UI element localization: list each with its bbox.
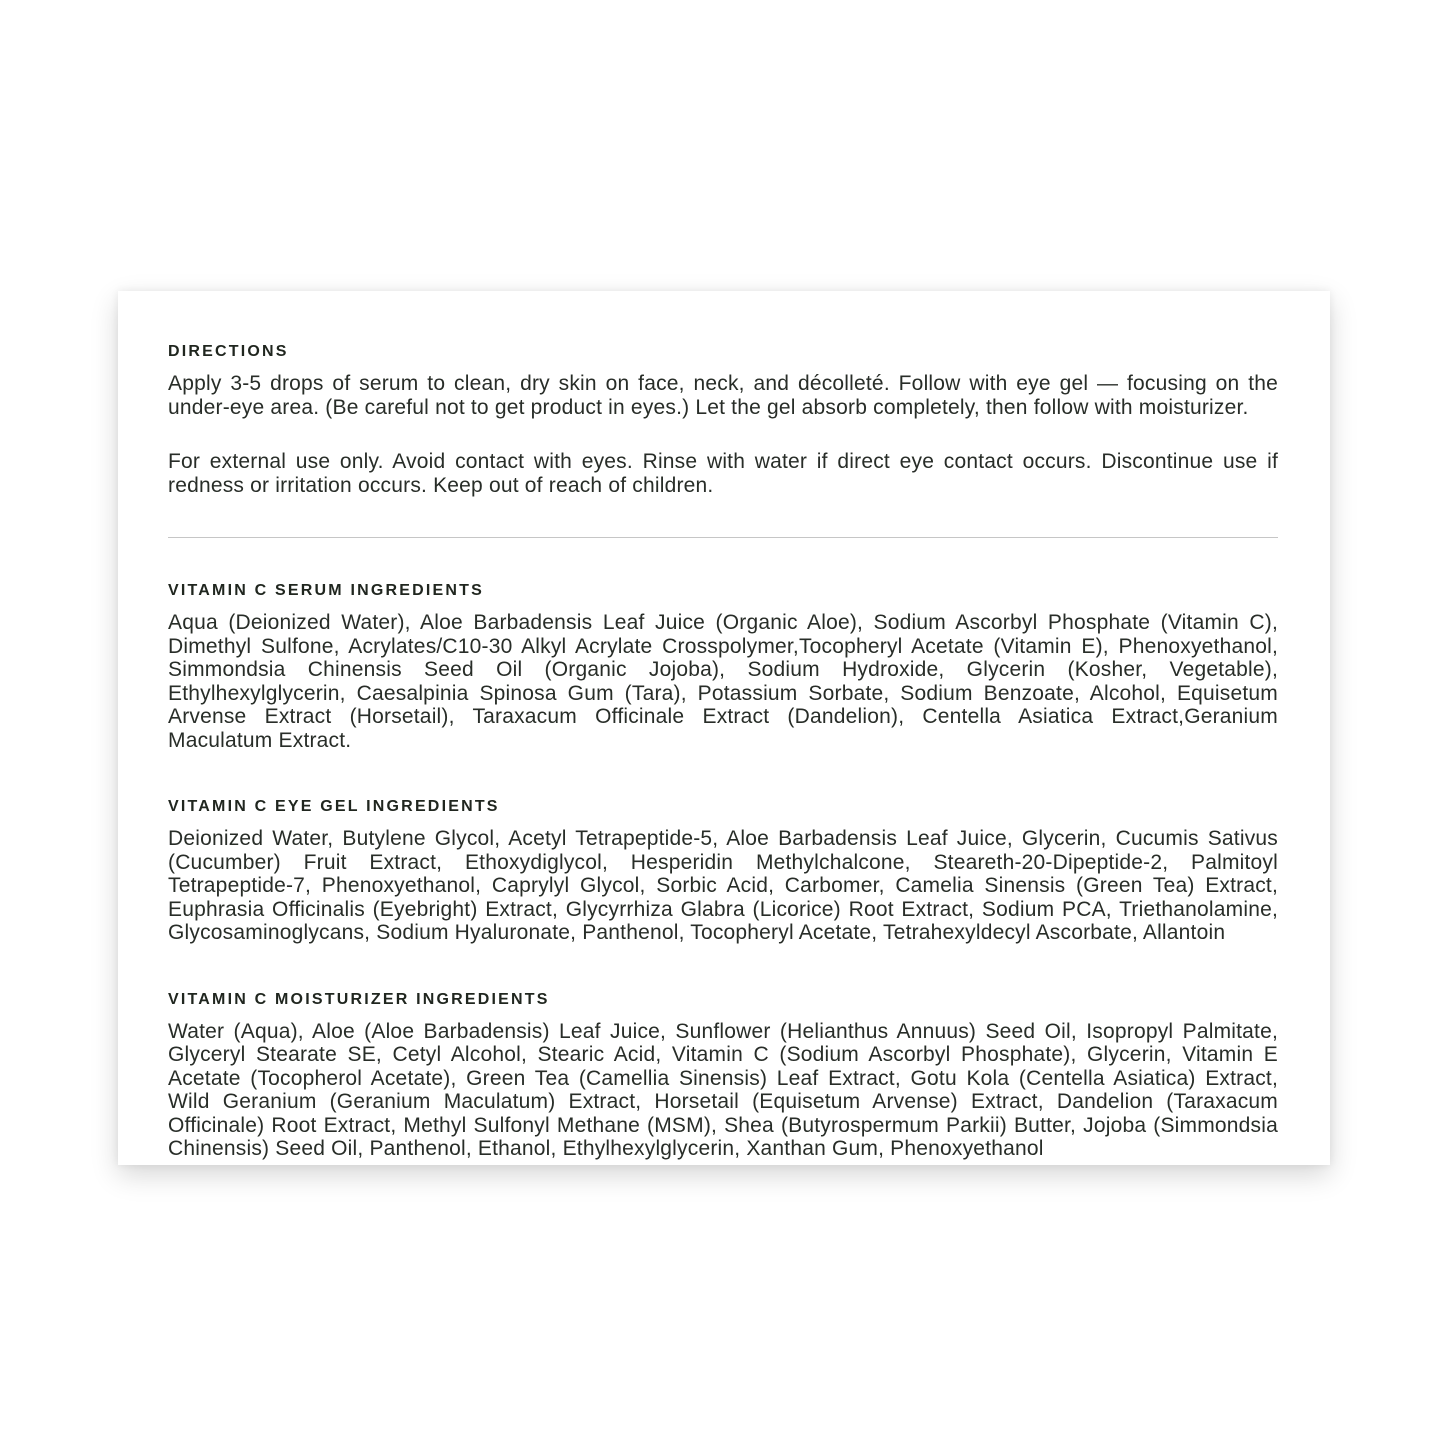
eye-gel-ingredients-section: [168, 798, 1278, 945]
serum-ingredients-section: [168, 582, 1278, 752]
directions-heading: DIRECTIONS: [168, 343, 289, 360]
directions-section: [168, 343, 1278, 497]
product-label-card: [118, 291, 1330, 1165]
eye-gel-ingredients-text: Deionized Water, Butylene Glycol, Acetyl Tetrapeptide-5, Aloe Barbadensis Leaf Juice, Glycerin, Cucumis Sativus (Cucumber) Fruit Extract, Ethoxydiglycol, Hesperidin Methylchalcone, Steareth-20-Dipeptide-2, Palmitoyl Tetrapeptide-7, Phenoxyethanol, Caprylyl Glycol, Sorbic Acid, Carbomer, Camelia Sinensis (Green Tea) Extract, Euphrasia Officinalis (Eyebright) Extract, Glycyrrhiza Glabra (Licorice) Root Extract, Sodium PCA, Triethanolamine, Glycosaminoglycans, Sodium Hyaluronate, Panthenol, Tocopheryl Acetate, Tetrahexyldecyl Ascorbate, Allantoin: [168, 827, 1278, 944]
serum-ingredients-text: Aqua (Deionized Water), Aloe Barbadensis Leaf Juice (Organic Aloe), Sodium Ascorbyl Phosphate (Vitamin C), Dimethyl Sulfone, Acrylates/C10-30 Alkyl Acrylate Crosspolymer,Tocopheryl Acetate (Vitamin E), Phenoxyethanol, Simmondsia Chinensis Seed Oil (Organic Jojoba), Sodium Hydroxide, Glycerin (Kosher, Vegetable), Ethylhexylglycerin, Caesalpinia Spinosa Gum (Tara), Potassium Sorbate, Sodium Benzoate, Alcohol, Equisetum Arvense Extract (Horsetail), Taraxacum Officinale Extract (Dandelion), Centella Asiatica Extract,Geranium Maculatum Extract.: [168, 611, 1278, 752]
eye-gel-ingredients-heading: VITAMIN C EYE GEL INGREDIENTS: [168, 798, 500, 815]
warnings-paragraph: For external use only. Avoid contact with eyes. Rinse with water if direct eye contact occurs. Discontinue use if redness or irritation occurs. Keep out of reach of children.: [168, 450, 1278, 497]
moisturizer-ingredients-heading: VITAMIN C MOISTURIZER INGREDIENTS: [168, 990, 550, 1008]
serum-ingredients-heading: VITAMIN C SERUM INGREDIENTS: [168, 582, 485, 599]
directions-paragraph: Apply 3-5 drops of serum to clean, dry skin on face, neck, and décolleté. Follow with eye gel — focusing on the under-eye area. (Be careful not to get product in eyes.) Let the gel absorb completely, then follow with moisturizer.: [168, 372, 1278, 419]
moisturizer-ingredients-section: [168, 991, 1278, 1161]
section-divider: [168, 537, 1278, 538]
moisturizer-ingredients-text: Water (Aqua), Aloe (Aloe Barbadensis) Leaf Juice, Sunflower (Helianthus Annuus) Seed Oil, Isopropyl Palmitate, Glyceryl Stearate SE, Cetyl Alcohol, Stearic Acid, Vitamin C (Sodium Ascorbyl Phosphate), Glycerin, Vitamin E Acetate (Tocopherol Acetate), Green Tea (Camellia Sinensis) Leaf Extract, Gotu Kola (Centella Asiatica) Extract, Wild Geranium (Geranium Maculatum) Extract, Horsetail (Equisetum Arvense) Extract, Dandelion (Taraxacum Officinale) Root Extract, Methyl Sulfonyl Methane (MSM), Shea (Butyrospermum Parkii) Butter, Jojoba (Simmondsia Chinensis) Seed Oil, Panthenol, Ethanol, Ethylhexylglycerin, Xanthan Gum, Phenoxyethanol: [168, 1019, 1278, 1160]
